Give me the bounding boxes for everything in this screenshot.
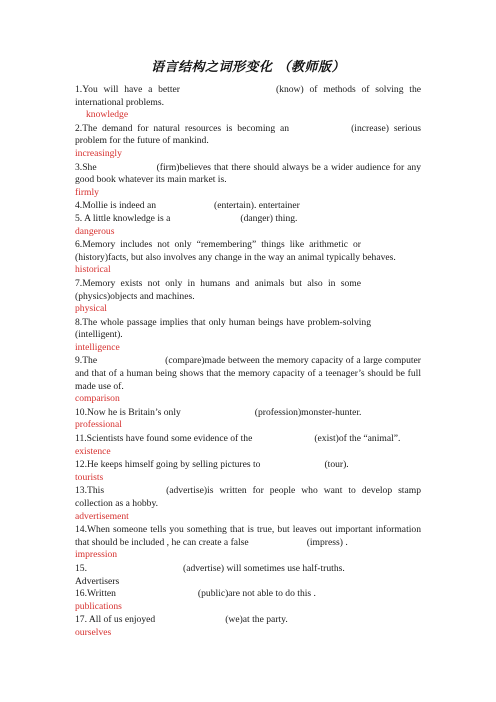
question-text: 11.Scientists have found some evidence of the	[75, 433, 253, 445]
answer-9: comparison	[75, 393, 120, 405]
hint-word: (advertise)	[166, 485, 208, 497]
answer-3: firmly	[75, 186, 99, 198]
question-12	[75, 459, 421, 472]
question-16	[75, 588, 421, 601]
question-text: 1.You will have a better	[75, 84, 180, 95]
answer-8: intelligence	[75, 341, 120, 353]
question-text: serious problem for the future of mankind.	[75, 122, 421, 147]
question-text: 6.Memory includes not only “remembering” things like arithmetic or	[75, 239, 361, 251]
question-text: made between the memory capacity of a large computer and that of a human being shows that the memory capacity of a teenager’s should be full made use of.	[75, 355, 421, 392]
answer-14: impression	[75, 549, 118, 561]
question-text: 8.The whole passage implies that only human beings have problem-solving	[75, 316, 371, 328]
question-text: 5. A little knowledge is a	[75, 212, 171, 224]
answer-12: tourists	[75, 471, 104, 483]
hint-word: (entertain).	[214, 200, 257, 212]
question-text: of methods of solving the international problems.	[75, 84, 422, 108]
question-9	[75, 355, 421, 393]
hint-word: (we)	[225, 614, 243, 626]
question-text: 7.Memory exists not only in humans and animals but also in some	[75, 277, 361, 289]
question-text: of the “animal”.	[338, 433, 401, 445]
hint-word: (intelligent).	[75, 329, 123, 341]
hint-word: (advertise)	[183, 562, 225, 574]
answer-2: increasingly	[75, 147, 122, 159]
question-14	[75, 524, 421, 549]
question-6	[75, 239, 421, 264]
page-title: 语言结构之词形变化 （教师版）	[150, 60, 346, 75]
question-text: 17. All of us enjoyed	[75, 614, 156, 626]
question-3	[75, 162, 421, 187]
answer-15: Advertisers	[75, 575, 120, 587]
question-10	[75, 407, 421, 420]
question-text: is written for people who want to develop stamp collection as a hobby.	[75, 485, 421, 509]
answer-16: publications	[75, 600, 122, 612]
answer-6: historical	[75, 264, 111, 276]
question-text: thing.	[275, 212, 298, 224]
question-text: will sometimes use half-truths.	[226, 562, 345, 574]
question-text: 14.When someone tells you something that is true, but leaves out important information that should be included , he can create a false	[75, 524, 421, 548]
hint-word: (impress) .	[306, 536, 348, 548]
answer-13: advertisement	[75, 510, 129, 522]
hint-word: (danger)	[240, 212, 273, 224]
question-text: at the party.	[242, 614, 288, 626]
answer-7: physical	[75, 303, 107, 315]
answer-1: knowledge	[86, 109, 129, 121]
hint-word: (tour).	[324, 459, 349, 471]
question-text: 3.She	[75, 161, 97, 173]
question-text: are not able to do this .	[228, 588, 316, 600]
hint-word: (public)	[197, 588, 229, 600]
hint-word: (exist)	[314, 433, 339, 445]
hint-word: (increase)	[351, 122, 389, 134]
question-text: 9.The	[75, 355, 98, 367]
question-4	[75, 200, 421, 213]
question-text: 16.Written	[75, 588, 116, 600]
question-text: facts, but also involves any change in the way an animal typically behaves.	[108, 251, 396, 263]
question-text: 12.He keeps himself going by selling pictures to	[75, 459, 261, 471]
question-1	[75, 84, 421, 109]
question-text: objects and machines.	[110, 290, 195, 302]
question-text: monster-hunter.	[301, 406, 362, 418]
inline-answer: entertainer	[258, 200, 300, 212]
question-text: believes that there should always be a wider audience for any good book whatever its main market is.	[75, 161, 421, 186]
question-5	[75, 213, 421, 226]
question-2	[75, 123, 421, 148]
hint-word: (compare)	[165, 355, 205, 367]
question-11	[75, 433, 421, 446]
answer-5: dangerous	[75, 225, 115, 237]
answer-11: existence	[75, 445, 111, 457]
answer-10: professional	[75, 419, 122, 431]
question-text: 13.This	[75, 485, 105, 497]
question-7	[75, 278, 421, 303]
question-13	[75, 485, 421, 510]
hint-word: (history)	[75, 251, 109, 263]
answer-17: ourselves	[75, 626, 112, 638]
question-text: 10.Now he is Britain’s only	[75, 406, 181, 418]
question-text: 4.Mollie is indeed an	[75, 200, 156, 212]
question-list	[75, 84, 421, 641]
hint-word: (know)	[275, 84, 304, 95]
question-15	[75, 563, 421, 576]
question-text: 15.	[75, 562, 87, 574]
question-17	[75, 614, 421, 627]
question-text: 2.The demand for natural resources is becoming an	[75, 122, 290, 134]
hint-word: (firm)	[156, 161, 180, 173]
hint-word: (profession)	[254, 406, 302, 418]
question-8	[75, 317, 421, 342]
hint-word: (physics)	[75, 290, 111, 302]
